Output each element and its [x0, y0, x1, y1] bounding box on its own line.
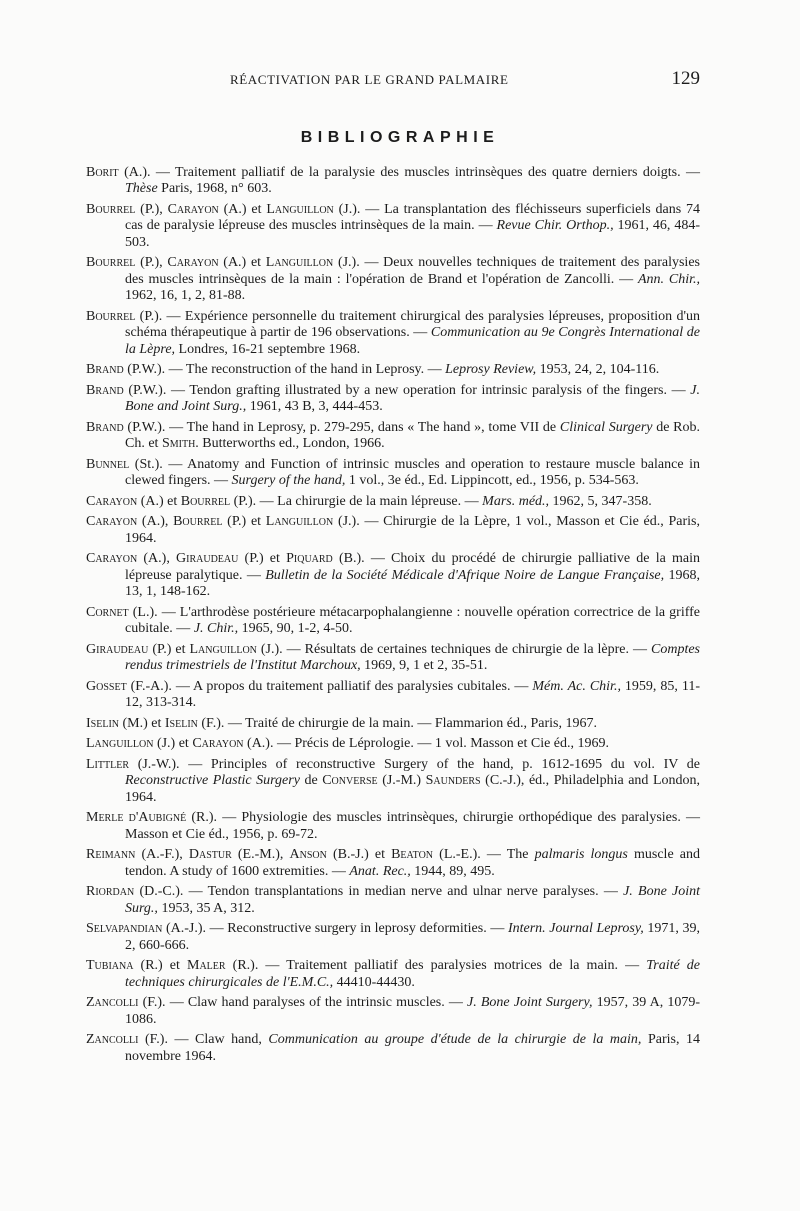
entry-text: (F.). — Traité de chirurgie de la main. — Flammarion éd., Paris, 1967.: [197, 715, 598, 731]
entry-text: (P.) et: [238, 551, 287, 567]
bibliography-entry: [86, 551, 700, 600]
author-name: Languillon: [86, 736, 154, 752]
entry-text: (P.). — La chirurgie de la main lépreuse. —: [230, 493, 483, 509]
bibliography-entry: [86, 736, 700, 752]
entry-text: (J.). — La transplantation des fléchisseurs superficiels dans 74 cas de paralysie lépreuse des muscles intrinsèques de la main. —: [125, 202, 700, 234]
entry-text: 1953, 35 A, 312.: [157, 900, 255, 916]
author-name: Carayon: [86, 493, 138, 509]
entry-text: 1957, 39 A, 1079-1086.: [125, 995, 700, 1027]
publication-title: Revue Chir. Orthop.,: [496, 218, 614, 234]
entry-text: (P.W.). — Tendon grafting illustrated by a new operation for intrinsic paralysis of the fingers. —: [123, 382, 691, 398]
bibliography-entry: [86, 457, 700, 490]
author-name: Carayon: [86, 551, 138, 567]
publication-title: Mém. Ac. Chir.,: [532, 678, 621, 694]
author-name: Anson: [289, 847, 327, 863]
author-name: Bourrel: [86, 202, 136, 217]
entry-text: 1959, 85, 11-12, 313-314.: [125, 678, 700, 711]
author-name: Piquard: [286, 551, 333, 567]
publication-title: Communication au 9e Congrès International de la Lèpre,: [125, 325, 700, 357]
entry-text: (A.). — Précis de Léprologie. — 1 vol. Masson et Cie éd., 1969.: [243, 736, 610, 752]
author-name: Bunnel: [86, 456, 130, 472]
author-name: Beaton: [391, 847, 434, 863]
entry-text: (P.),: [135, 255, 168, 271]
publication-title: Leprosy Review,: [445, 362, 537, 378]
publication-title: Clinical Surgery: [559, 419, 653, 435]
bibliography-entry: [86, 255, 700, 304]
entry-text: Paris, 14 novembre 1964.: [125, 1032, 700, 1064]
bibliography-entry: [86, 958, 700, 991]
author-name: Reimann: [86, 847, 136, 863]
entry-text: (P.W.). — The hand in Leprosy, p. 279-295, dans « The hand », tome VII de: [123, 419, 560, 435]
running-title: RÉACTIVATION PAR LE GRAND PALMAIRE: [230, 72, 509, 87]
author-name: Dastur: [188, 847, 232, 863]
entry-text: (J.). — Chirurgie de la Lèpre, 1 vol., Masson et Cie éd., Paris, 1964.: [125, 514, 700, 546]
entry-text: 1968, 13, 1, 148-162.: [125, 567, 700, 600]
entry-text: (A.),: [137, 514, 174, 530]
entry-text: (A.-F.),: [135, 847, 189, 863]
publication-title: Ann. Chir.,: [637, 271, 700, 287]
entry-text: (P.) et: [222, 514, 266, 530]
entry-text: (D.-C.). — Tendon transplantations in median nerve and ulnar nerve paralyses. —: [134, 884, 624, 900]
entry-text: 1961, 46, 484-503.: [125, 218, 701, 250]
entry-text: (R.) et: [133, 958, 188, 974]
author-name: Carayon: [86, 514, 138, 530]
author-name: Merle d'Aubigné: [86, 810, 187, 826]
author-name: Languillon: [265, 514, 334, 530]
bibliography-entry: [86, 847, 700, 880]
entry-text: (A.) et: [137, 493, 181, 509]
author-name: Giraudeau: [86, 641, 149, 657]
entry-text: 1965, 90, 1-2, 4-50.: [238, 621, 353, 637]
author-name: Carayon: [192, 736, 244, 752]
bibliography-entry: [86, 165, 700, 198]
bibliography-entry: [86, 810, 700, 843]
bibliography-entry: [86, 494, 700, 510]
bibliography-entry: [86, 995, 700, 1028]
section-title: BIBLIOGRAPHIE: [300, 129, 500, 146]
publication-title: Surgery of the hand,: [231, 473, 346, 489]
author-name: Iselin: [164, 715, 198, 731]
publication-title: J. Bone Joint Surgery,: [467, 995, 593, 1011]
running-header: [230, 70, 700, 94]
page-number: 129: [671, 68, 700, 89]
author-name: Iselin: [86, 715, 119, 731]
entry-text: 1962, 5, 347-358.: [549, 493, 652, 509]
bibliography-entry: [86, 362, 700, 378]
entry-text: 1971, 39, 2, 660-666.: [125, 921, 700, 953]
publication-title: palmaris longus: [534, 847, 628, 863]
publication-title: Traité de techniques chirurgicales de l'E.M.C.,: [125, 958, 701, 990]
author-name: Languillon: [189, 641, 257, 657]
entry-text: (F.). — Claw hand,: [138, 1032, 269, 1048]
bibliography-entry: [86, 757, 700, 806]
author-name: Saunders: [425, 773, 481, 789]
entry-text: 1 vol., 3e éd., Ed. Lippincott, ed., 1956, p. 534-563.: [345, 473, 639, 489]
bibliography-entry: [86, 679, 700, 712]
entry-text: (L.). — L'arthrodèse postérieure métacarpophalangienne : nouvelle opération correctrice de la griffe cubitale. —: [125, 604, 700, 637]
author-name: Cornet: [86, 604, 129, 620]
entry-text: de: [299, 773, 323, 789]
entry-text: (F.). — Claw hand paralyses of the intrinsic muscles. —: [138, 995, 468, 1011]
entry-text: (J.-M.): [377, 773, 426, 789]
entry-text: (J.) et: [153, 736, 193, 752]
publication-title: Mars. méd.,: [482, 493, 550, 509]
entry-text: (A.) et: [218, 255, 266, 271]
author-name: Borit: [86, 165, 119, 180]
author-name: Bourrel: [86, 308, 136, 324]
author-name: Brand: [86, 382, 124, 398]
entry-text: (J.-W.). — Principles of reconstructive Surgery of the hand, p. 1612-1695 du vol. IV de: [129, 757, 700, 772]
author-name: Brand: [86, 362, 124, 378]
publication-title: Communication au groupe d'étude de la chirurgie de la main,: [268, 1032, 642, 1048]
entry-text: (M.) et: [119, 715, 165, 731]
entry-text: 1961, 43 B, 3, 444-453.: [246, 399, 383, 415]
author-name: Maler: [187, 958, 226, 974]
entry-text: (A.) et: [218, 202, 267, 217]
publication-title: Bulletin de la Société Médicale d'Afrique Noire de Langue Française,: [265, 567, 665, 583]
author-name: Bourrel: [86, 255, 136, 271]
bibliography-entry: [86, 642, 700, 675]
bibliography-entry: [86, 716, 700, 732]
bibliography-entry: [86, 309, 700, 358]
bibliography-entry: [86, 514, 700, 547]
author-name: Bourrel: [180, 493, 231, 509]
entry-text: Paris, 1968, n° 603.: [157, 181, 272, 197]
entry-text: (P.) et: [148, 641, 190, 657]
bibliography-entry: [86, 884, 700, 917]
entry-text: muscle and tendon. A study of 1600 extremities. —: [125, 847, 700, 879]
publication-title: J. Bone Joint Surg.,: [125, 884, 700, 916]
entry-text: (B.-J.) et: [326, 847, 392, 863]
author-name: Converse: [322, 773, 378, 789]
author-name: Carayon: [167, 255, 219, 271]
entry-text: (R.). — Traitement palliatif des paralysies motrices de la main. —: [225, 958, 647, 974]
entry-text: (P.),: [135, 202, 168, 217]
entry-text: (R.). — Physiologie des muscles intrinsèques, chirurgie orthopédique des paralysies. — Masson et Cie éd., 1956, p. 69-72.: [125, 810, 700, 842]
entry-text: (C.-J.), éd., Philadelphia and London, 1964.: [125, 773, 700, 805]
entry-text: (P.W.). — The reconstruction of the hand in Leprosy. —: [123, 362, 446, 378]
bibliography-entry: [86, 605, 700, 638]
entry-text: (P.). — Expérience personnelle du traitement chirurgical des paralysies lépreuses, proposition d'un schéma thérapeutique à partir de 196 observations. —: [125, 308, 700, 341]
entry-text: . Butterworths ed., London, 1966.: [195, 436, 385, 452]
author-name: Zancolli: [86, 995, 139, 1011]
entry-text: (F.-A.). — A propos du traitement palliatif des paralysies cubitales. —: [126, 678, 533, 694]
bibliography-list: [86, 165, 700, 1069]
bibliography-entry: [86, 202, 700, 251]
publication-title: J. Chir.,: [193, 621, 239, 637]
author-name: Languillon: [266, 202, 334, 217]
entry-text: 1953, 24, 2, 104-116.: [536, 362, 660, 378]
entry-text: (St.). — Anatomy and Function of intrinsic muscles and operation to restaure muscle balance in clewed fingers. —: [125, 456, 700, 489]
entry-text: (A.-J.). — Reconstructive surgery in leprosy deformities. —: [162, 921, 508, 937]
publication-title: Comptes rendus trimestriels de l'Institut Marchoux,: [125, 641, 700, 674]
entry-text: de Rob. Ch. et: [125, 419, 700, 452]
author-name: Bourrel: [173, 514, 223, 530]
author-name: Smith: [161, 436, 196, 452]
author-name: Gosset: [86, 678, 127, 694]
bibliography-entry: [86, 1032, 700, 1065]
entry-text: Londres, 16-21 septembre 1968.: [175, 341, 361, 357]
publication-title: J. Bone and Joint Surg.,: [125, 382, 700, 415]
author-name: Giraudeau: [176, 551, 239, 567]
entry-text: (A.). — Traitement palliatif de la paralysie des muscles intrinsèques des quatre derniers doigts. —: [118, 165, 700, 180]
author-name: Selvapandian: [86, 921, 163, 937]
author-name: Languillon: [265, 255, 334, 271]
publication-title: Thèse: [125, 181, 158, 197]
publication-title: Anat. Rec.,: [349, 863, 411, 879]
entry-text: (A.),: [137, 551, 177, 567]
author-name: Riordan: [86, 884, 135, 900]
author-name: Brand: [86, 419, 124, 435]
entry-text: (J.). — Résultats de certaines techniques de chirurgie de la lèpre. —: [256, 641, 651, 657]
entry-text: (L.-E.). — The: [433, 847, 535, 863]
author-name: Littler: [86, 757, 129, 772]
author-name: Tubiana: [86, 958, 134, 974]
bibliography-entry: [86, 921, 700, 954]
entry-text: (E.-M.),: [231, 847, 290, 863]
entry-text: 44410-44430.: [333, 974, 415, 990]
publication-title: Reconstructive Plastic Surgery: [125, 773, 300, 789]
entry-text: (J.). — Deux nouvelles techniques de traitement des paralysies des muscles intrinsèques de la main : l'opération de Brand et l'opération de Zancolli. —: [125, 255, 700, 287]
bibliography-entry: [86, 420, 700, 453]
entry-text: (B.). — Choix du procédé de chirurgie palliative de la main lépreuse paralytique. —: [125, 551, 700, 583]
author-name: Carayon: [167, 202, 219, 217]
author-name: Zancolli: [86, 1032, 139, 1048]
entry-text: 1944, 89, 495.: [410, 863, 495, 879]
publication-title: Intern. Journal Leprosy,: [507, 921, 644, 937]
entry-text: 1962, 16, 1, 2, 81-88.: [125, 288, 246, 304]
bibliography-entry: [86, 383, 700, 416]
entry-text: 1969, 9, 1 et 2, 35-51.: [360, 658, 488, 674]
